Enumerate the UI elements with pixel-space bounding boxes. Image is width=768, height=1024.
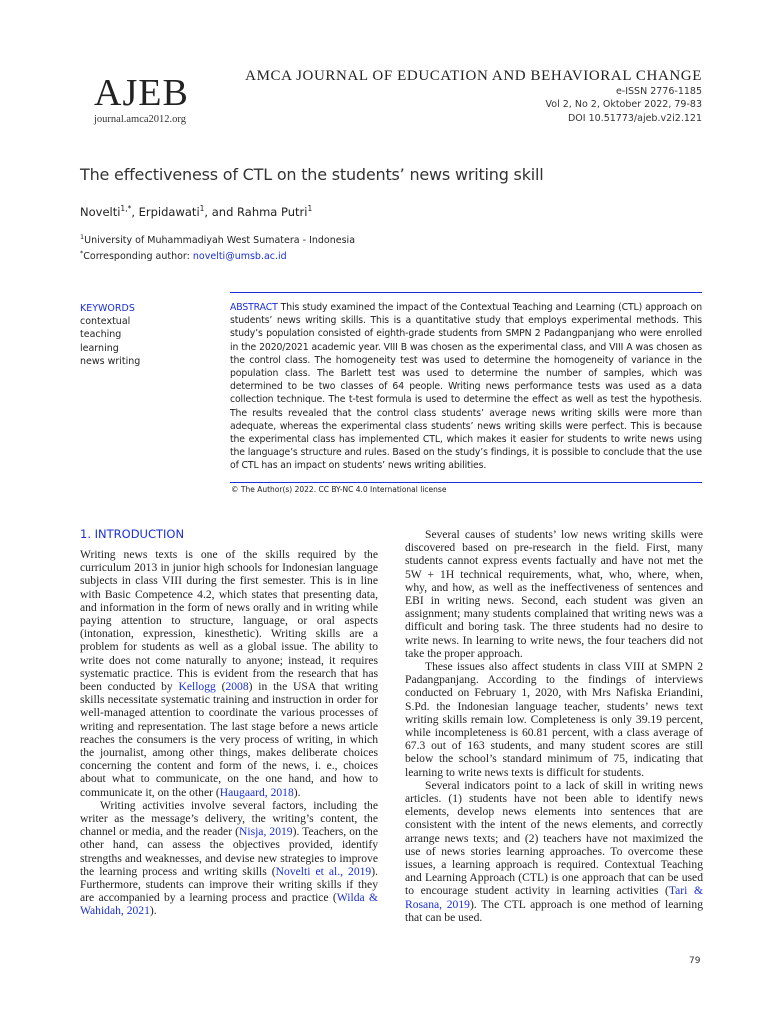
journal-url[interactable]: journal.amca2012.org [94, 114, 186, 125]
text-run: ) in the USA that writing skills necessitate systematic training and instruction in order for well-managed attention to coordinate the various processes of writing and representation. The last stage before a news article reaches the consumers is the very process of writing, in which the journalist, among other things, makes deliberate choices concerning the content and form of the news, i. e., choices about what to communicate, on the one hand, and how to communicate it, on the other ( [80, 680, 378, 799]
body-column-right [405, 528, 703, 924]
citation-link[interactable]: Tari & Rosana, 2019 [405, 884, 703, 911]
author-name: Novelti [80, 204, 121, 219]
text-run: ). [149, 904, 157, 918]
author-affil-mark: 1,* [120, 204, 132, 213]
author-list [80, 204, 312, 219]
citation-link[interactable]: Novelti et al., 2019 [275, 864, 372, 878]
affiliation-mark: 1 [80, 233, 85, 241]
text-run: ). Teachers, on the other hand, can assess the objectives provided, identify strengths and weaknesses, and devise new strategies to improve the learning process and writing skills ( [80, 825, 378, 878]
text-run: Writing activities involve several factors, including the writer as the message’s delivery, the writing’s content, the channel or media, and the reader ( [80, 798, 378, 839]
abstract-box [230, 292, 702, 483]
corresponding-mark: * [80, 249, 84, 258]
page-number: 79 [689, 956, 701, 966]
abstract-text: This study examined the impact of the Contextual Teaching and Learning (CTL) approach on students’ news writing skills. This is a quantitative study that employs experimental methods. This study’s population consisted of eighth-grade students from SMPN 2 Padangpanjang who were enrolled in the 2020/2021 academic year. VIII B was chosen as the experimental class, and VIII A was chosen as the control class. The homogeneity test was used to determine the homogeneity of variance in the population class. The Barlett test was used to determine the number of samples, which was determined to be two classes of 64 people. Writing news performance tests was used as a data collection technique. The t-test formula is used to determine the effect as well as test the hypothesis. The results revealed that the control class students’ average news writing skills were more than adequate, whereas the experimental class students’ news writing skills were perfect. This is because the experimental class has implemented CTL, which makes it easier for students to write news using the language’s structure and rules. Based on the study’s findings, it is possible to conclude that the use of CTL has an impact on students’ news writing abilities. [230, 302, 702, 472]
license-notice: © The Author(s) 2022. CC BY-NC 4.0 International license [231, 485, 447, 494]
paragraph [80, 799, 378, 918]
citation-link[interactable]: Kellogg [178, 680, 216, 694]
affiliation-line [80, 231, 355, 247]
keyword-item: contextual [80, 316, 131, 328]
article-title: The effectiveness of CTL on the students’ news writing skill [80, 165, 544, 184]
author-separator: , and [204, 204, 238, 219]
citation-link[interactable]: Nisja, 2019 [238, 825, 293, 839]
text-run: Several indicators point to a lack of skill in writing news articles. (1) students have not been able to identify news elements, develop news elements into sentences that are consistent with the intent of the news elements, and correctly arrange news texts; and (2) teachers have not maximized the use of news stories learning approaches. To overcome these issues, a learning approach is required. Contextual Teaching and Learning Approach (CTL) is one approach that can be used to encourage student activity in learning activities ( [405, 778, 703, 898]
logo-mark: AJEB [94, 72, 189, 114]
paragraph [405, 779, 703, 924]
journal-volume: Vol 2, No 2, Oktober 2022, 79-83 [545, 99, 702, 111]
text-run: Writing news texts is one of the skills required by the curriculum 2013 in junior high schools for Indonesian language subjects in class VIII during the first semester. This is in line with Basic Competence 4.2, which states that presenting data, and information in the form of news orally and in writing while paying attention to structure, language, or oral aspects (intonation, expression, kinesthetic). Writing skills are a problem for students as well as a global issue. The ability to write does not come naturally to anyone; instead, it requires systematic practice. This is evident from the research that has been conducted by [80, 548, 378, 694]
journal-header [245, 68, 702, 125]
text-run: ). The CTL approach is one method of learning that can be used. [405, 897, 704, 924]
affiliation-text: University of Muhammadiyah West Sumatera - Indonesia [84, 235, 356, 247]
abstract [230, 301, 702, 473]
citation-link[interactable]: Wilda & Wahidah, 2021 [80, 891, 378, 918]
author-name: Erpidawati [138, 204, 200, 219]
author-affil-mark: 1 [199, 204, 205, 213]
paragraph: Several causes of students’ low news writing skills were discovered based on pre-research in the field. First, many students cannot express events factually and have not met the 5W + 1H technical requirements, what, who, where, when, why, and how, as well as the ineffectiveness of sentences and EBI in writing news. Second, each student was given an assignment; many students complained that writing news was a difficult and boring task. The three students had no desire to write news. In learning to write news, the four teachers did not take the proper approach. [405, 528, 703, 660]
corresponding-email-link[interactable]: novelti@umsb.ac.id [192, 251, 287, 263]
keyword-item: learning [80, 342, 119, 354]
keywords-heading: KEYWORDS [80, 303, 135, 314]
body-column-left [80, 548, 378, 918]
abstract-heading: ABSTRACT [230, 302, 278, 313]
text-run: ). Furthermore, students can improve their writing skills if they are accompanied by a learning process and practice ( [80, 864, 378, 905]
citation-link[interactable]: 2008 [225, 680, 249, 694]
text-run: ( [215, 680, 226, 694]
keywords-block [80, 302, 140, 368]
journal-doi[interactable]: DOI 10.51773/ajeb.v2i2.121 [567, 112, 702, 124]
paragraph: These issues also affect students in class VIII at SMPN 2 Padangpanjang. According to the findings of interviews conducted on February 1, 2020, with Mrs Nafiska Eriandini, S.Pd. the Indonesian language teacher, students’ news text writing skills remain low. Completeness is only 39.19 percent, while incompleteness is 60.81 percent, with a class average of 67.3 out of 163 students, and many student scores are still below the school’s standard minimum of 75, indicating that learning to write news texts is difficult for students. [405, 660, 703, 779]
keyword-item: teaching [80, 329, 122, 341]
journal-eissn: e-ISSN 2776-1185 [615, 86, 702, 97]
keyword-item: news writing [80, 355, 141, 367]
journal-logo [94, 72, 194, 125]
journal-name: AMCA JOURNAL OF EDUCATION AND BEHAVIORAL CHANGE [245, 68, 702, 84]
author-affil-mark: 1 [307, 204, 313, 213]
author-separator: , [131, 204, 139, 219]
corresponding-line [80, 247, 355, 263]
citation-link[interactable]: Haugaard, 2018 [219, 785, 294, 799]
paragraph [80, 548, 378, 799]
text-run: ). [293, 785, 301, 799]
affiliation-block [80, 231, 355, 263]
author-name: Rahma Putri [237, 204, 308, 219]
corresponding-label: Corresponding author: [83, 251, 193, 263]
section-heading-introduction: 1. INTRODUCTION [80, 527, 185, 541]
